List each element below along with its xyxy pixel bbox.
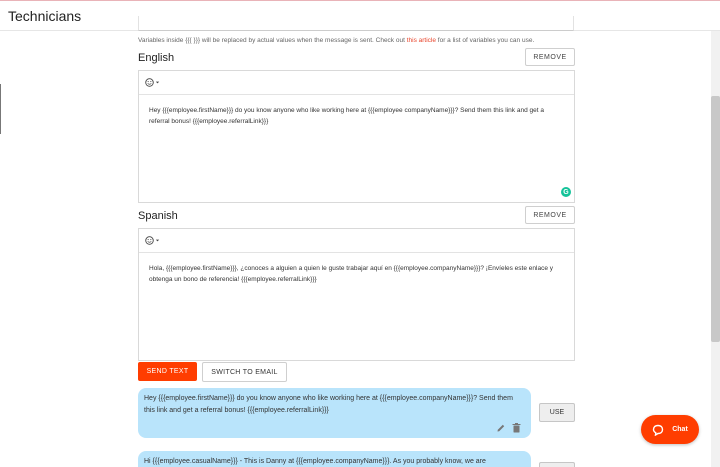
hint-text-end: for a list of variables you can use. [435, 37, 535, 44]
spanish-message-editor[interactable] [138, 228, 575, 361]
english-message-text[interactable]: Hey {{{employee.firstName}}} do you know anyone who like working here at {{{employee companyName}}}? Send them this link and get a referral bonus! {{{employee.referralLink}}} [149, 107, 544, 125]
remove-english-button[interactable]: REMOVE [525, 48, 575, 66]
caret-down-icon [155, 238, 160, 243]
emoji-picker-button[interactable] [145, 78, 160, 87]
trash-icon[interactable] [512, 423, 521, 433]
language-label-spanish: Spanish [138, 210, 178, 222]
template-card-actions [496, 423, 521, 433]
template-text: Hi {{{employee.casualName}}} - This is Danny at {{{employee.companyName}}}. As you probably know, we are [144, 458, 486, 465]
chat-bubble-icon [652, 424, 664, 436]
emoji-icon [145, 78, 154, 87]
switch-to-email-button[interactable]: SWITCH TO EMAIL [202, 362, 287, 382]
previous-input-field[interactable] [138, 16, 574, 31]
emoji-picker-button[interactable] [145, 236, 160, 245]
page-title: Technicians [8, 8, 82, 24]
pencil-icon[interactable] [496, 423, 506, 433]
left-edge-divider [0, 84, 1, 134]
use-template-button[interactable]: USE [539, 403, 575, 422]
editor-toolbar [139, 71, 574, 95]
chat-button[interactable] [641, 415, 699, 444]
top-accent-line [0, 0, 720, 1]
language-label-english: English [138, 52, 175, 64]
send-text-button[interactable]: SEND TEXT [138, 362, 197, 381]
caret-down-icon [155, 80, 160, 85]
hint-article-link[interactable]: this article [406, 37, 436, 44]
emoji-icon [145, 236, 154, 245]
hint-text: Variables inside {{{ }}} will be replaced by actual values when the message is sent. Check out [138, 37, 407, 44]
spanish-message-text[interactable]: Hola, {{{employee.firstName}}}, ¿conoces a alguien a quien le guste trabajar aquí en {{{employee.companyName}}}? ¡Envíeles este enlace y obtenga un bono de referencia! {{{employee.referralLink}}} [149, 265, 553, 283]
template-text: Hey {{{employee.firstName}}} do you know anyone who like working here at {{{employee.companyName}}}? Send them this link and get a referral bonus! {{{employee.referralLink}}} [144, 395, 513, 414]
message-template-card[interactable] [138, 451, 531, 467]
use-template-button[interactable] [539, 462, 575, 467]
remove-spanish-button[interactable]: REMOVE [525, 206, 575, 224]
chat-label: Chat [672, 426, 688, 433]
scrollbar-thumb[interactable] [711, 96, 720, 342]
message-template-card[interactable] [138, 388, 531, 438]
english-message-editor[interactable] [138, 70, 575, 203]
editor-toolbar [139, 229, 574, 253]
variables-hint [138, 37, 534, 44]
grammarly-icon[interactable]: G [561, 187, 571, 197]
